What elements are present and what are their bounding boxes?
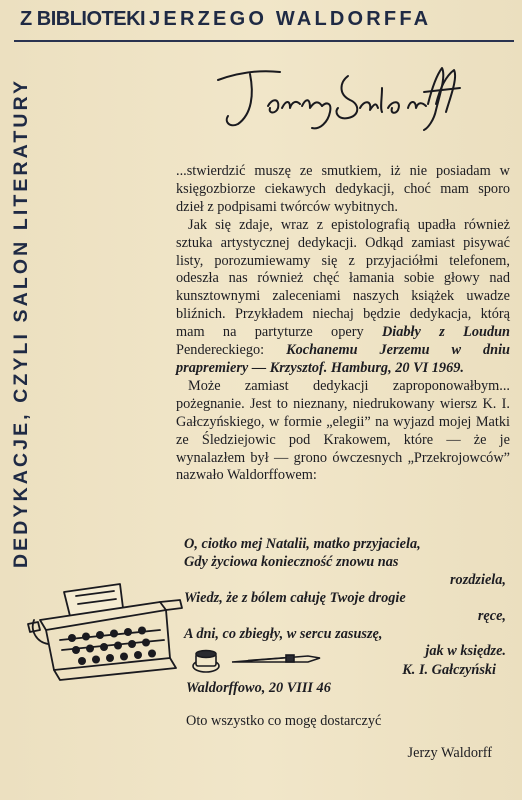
poem-line-3: rozdziela, [449, 571, 506, 588]
poem-line-4: Wiedz, że z bólem całuję Twoje drogie [184, 589, 406, 606]
poem-line-1: O, ciotko mej Natalii, matko przyjaciela, [184, 536, 421, 552]
poem-place-date: Waldorffowo, 20 VIII 46 [186, 679, 331, 696]
composer-name: Pendereckiego: [176, 342, 265, 359]
article-body [176, 163, 510, 485]
poem-line-5: ręce, [477, 607, 506, 624]
paragraph-2 [176, 217, 510, 378]
poem-attribution [186, 662, 496, 698]
paragraph-2-text: Jak się zdaje, wraz z epistolografią upadła również sztuka artystycznej dedykacji. Odkąd zamiast pisywać listy, porozumiewamy się z przyjaciółmi telefonem, odeszła nas również chęć łamania sobie głowy nad kunsztownymi zaleceniami naszych książek uwadze bliźnich. Przykładem niechaj będzie dedykacja, którą mam na partyturze opery [176, 216, 510, 341]
opera-title: Diabły z Loudun [381, 324, 510, 341]
page-header [20, 8, 520, 44]
closing [186, 712, 506, 762]
paragraph-1: ...stwierdzić muszę ze smutkiem, iż nie posiadam w księgozbiorze ciekawych dedykacji, choć mam sporo dzieł z podpisami twórców wybitnych. [176, 163, 510, 215]
closing-name: Jerzy Waldorff [407, 745, 492, 761]
header-rule [14, 40, 514, 42]
header-part2: JERZEGO WALDORFFA [149, 8, 432, 30]
poem-line-2: Gdy życiowa konieczność znowu nas [184, 553, 399, 570]
handwritten-signature [210, 58, 480, 138]
sidebar-title: DEDYKACJE, CZYLI SALON LITERATURY [10, 77, 32, 568]
closing-line: Oto wszystko co mogę dostarczyć [186, 713, 382, 729]
typewriter-illustration [20, 580, 190, 690]
poem-line-7: jak w księdze. [425, 643, 506, 660]
poem-author: K. I. Gałczyński [402, 662, 496, 678]
poem-line-6: A dni, co zbiegły, w sercu zasuszę, [184, 625, 383, 642]
dedication-quote: Kochanemu Jerzemu w dniu prapremiery — Krzysztof. Hamburg, 20 VI 1969. [176, 342, 510, 376]
header-part1: Z BIBLIOTEKI [20, 8, 146, 30]
paragraph-3: Może zamiast dedykacji zaproponowałbym... pożegnanie. Jest to nieznany, niedrukowany wiersz K. I. Gałczyńskiego, w formie „elegii” na wyjazd mojej Matki ze Śledziejowic pod Krakowem, które — że je wynalazłem był — grono ówczesnych „Przekrojowców” nazwało Waldorffowem: [176, 377, 510, 484]
